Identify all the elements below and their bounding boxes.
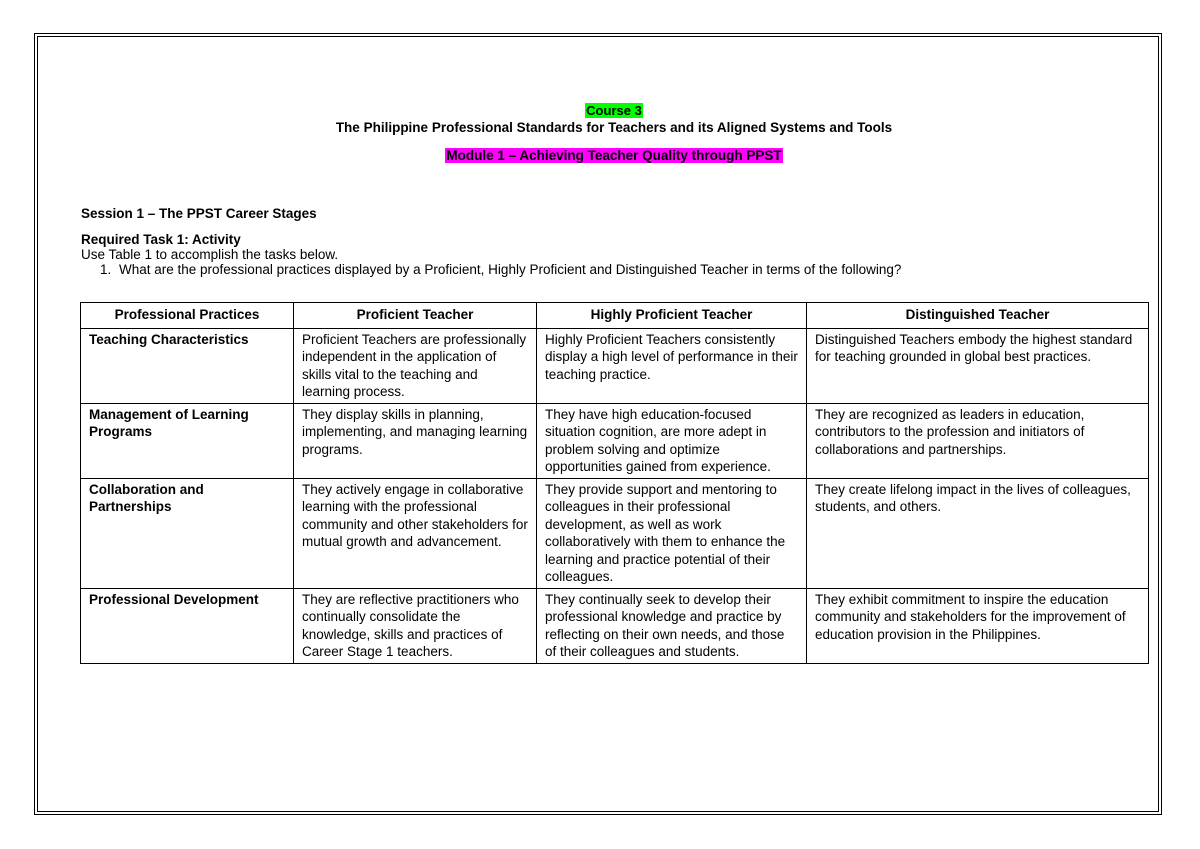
cell-highly-proficient: They provide support and mentoring to colleagues in their professional development, as well as work collaboratively with them to enhance the learning and practice potential of their colleagues. <box>537 478 807 588</box>
table-row <box>81 328 1149 403</box>
cell-proficient: They actively engage in collaborative learning with the professional community and other stakeholders for mutual growth and advancement. <box>294 478 537 588</box>
task-item <box>81 262 901 277</box>
table-row <box>81 588 1149 663</box>
cell-distinguished: Distinguished Teachers embody the highest standard for teaching grounded in global best practices. <box>807 328 1149 403</box>
task-instruction: Use Table 1 to accomplish the tasks below. <box>81 247 339 262</box>
course-label: Course 3 <box>586 103 642 118</box>
session-heading: Session 1 – The PPST Career Stages <box>81 206 317 221</box>
task-item-number: 1. <box>100 262 112 277</box>
task-title: Required Task 1: Activity <box>81 232 241 247</box>
cell-highly-proficient: They have high education-focused situation cognition, are more adept in problem solving and optimize opportunities gained from experience. <box>537 403 807 478</box>
course-title: The Philippine Professional Standards for Teachers and its Aligned Systems and Tools <box>335 120 893 135</box>
row-practice-label: Collaboration and Partnerships <box>81 478 294 588</box>
cell-highly-proficient: They continually seek to develop their professional knowledge and practice by reflecting on their own needs, and those of their colleagues and students. <box>537 588 807 663</box>
cell-distinguished: They exhibit commitment to inspire the education community and stakeholders for the improvement of education provision in the Philippines. <box>807 588 1149 663</box>
header-proficient-teacher: Proficient Teacher <box>294 303 537 329</box>
ppst-table <box>80 302 1149 664</box>
course-line <box>80 102 1148 119</box>
row-practice-label: Teaching Characteristics <box>81 328 294 403</box>
table-row <box>81 478 1149 588</box>
cell-distinguished: They are recognized as leaders in education, contributors to the profession and initiators of collaborations and partnerships. <box>807 403 1149 478</box>
row-practice-label: Management of Learning Programs <box>81 403 294 478</box>
document-header <box>80 102 1148 165</box>
header-professional-practices: Professional Practices <box>81 303 294 329</box>
cell-proficient: They display skills in planning, implementing, and managing learning programs. <box>294 403 537 478</box>
task-block <box>81 232 901 277</box>
table-row <box>81 403 1149 478</box>
table-header-row <box>81 303 1149 329</box>
cell-proficient: Proficient Teachers are professionally independent in the application of skills vital to the teaching and learning process. <box>294 328 537 403</box>
module-title: Module 1 – Achieving Teacher Quality through PPST <box>446 148 782 163</box>
row-practice-label: Professional Development <box>81 588 294 663</box>
module-line <box>80 147 1148 165</box>
cell-highly-proficient: Highly Proficient Teachers consistently display a high level of performance in their teaching practice. <box>537 328 807 403</box>
header-distinguished-teacher: Distinguished Teacher <box>807 303 1149 329</box>
cell-proficient: They are reflective practitioners who continually consolidate the knowledge, skills and practices of Career Stage 1 teachers. <box>294 588 537 663</box>
task-item-text: What are the professional practices displayed by a Proficient, Highly Proficient and Distinguished Teacher in terms of the following? <box>119 262 902 277</box>
cell-distinguished: They create lifelong impact in the lives of colleagues, students, and others. <box>807 478 1149 588</box>
header-highly-proficient-teacher: Highly Proficient Teacher <box>537 303 807 329</box>
